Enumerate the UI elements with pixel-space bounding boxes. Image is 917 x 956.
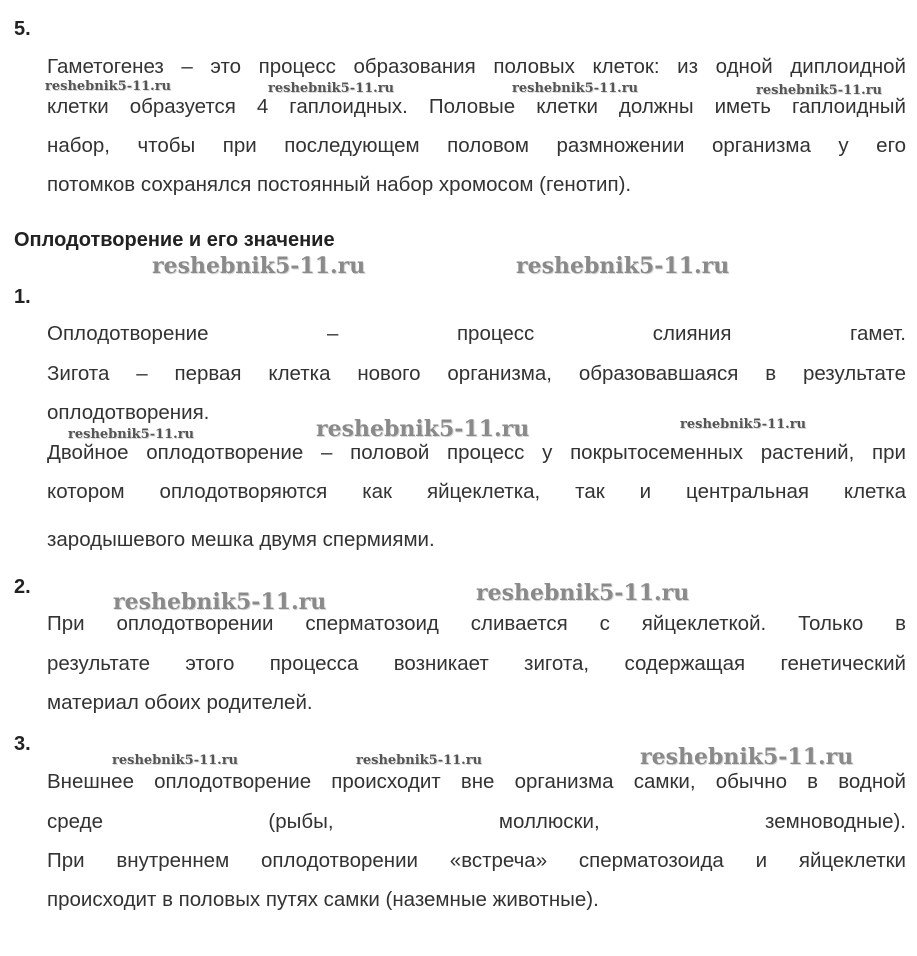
- item-number-2: 2.: [14, 576, 31, 598]
- watermark: reshebnik5-11.ru: [113, 589, 327, 615]
- item-number-3: 3.: [14, 733, 31, 755]
- text-line: клетки образуется 4 гаплоидных. Половые клетки должны иметь гаплоидный: [47, 95, 906, 118]
- watermark: reshebnik5-11.ru: [68, 427, 195, 442]
- section-heading: Оплодотворение и его значение: [14, 229, 335, 251]
- watermark: reshebnik5-11.ru: [512, 81, 639, 96]
- watermark: reshebnik5-11.ru: [756, 83, 883, 98]
- watermark: reshebnik5-11.ru: [112, 753, 239, 768]
- text-line: результате этого процесса возникает зигота, содержащая генетический: [47, 652, 906, 675]
- watermark: reshebnik5-11.ru: [268, 81, 395, 96]
- watermark: reshebnik5-11.ru: [152, 253, 366, 279]
- watermark: reshebnik5-11.ru: [45, 79, 172, 94]
- text-line: Гаметогенез – это процесс образования половых клеток: из одной диплоидной: [47, 55, 906, 78]
- text-line: зародышевого мешка двумя спермиями.: [47, 528, 435, 551]
- text-line: При внутреннем оплодотворении «встреча» сперматозоида и яйцеклетки: [47, 849, 906, 872]
- text-line: потомков сохранялся постоянный набор хромосом (генотип).: [47, 173, 632, 196]
- text-line: Внешнее оплодотворение происходит вне организма самки, обычно в водной: [47, 770, 906, 793]
- watermark: reshebnik5-11.ru: [640, 744, 854, 770]
- text-line: материал обоих родителей.: [47, 691, 313, 714]
- text-line: происходит в половых путях самки (наземные животные).: [47, 888, 599, 911]
- text-line: набор, чтобы при последующем половом размножении организма у его: [47, 134, 906, 157]
- watermark: reshebnik5-11.ru: [516, 253, 730, 279]
- text-line: Зигота – первая клетка нового организма, образовавшаяся в результате: [47, 362, 906, 385]
- text-line: Двойное оплодотворение – половой процесс у покрытосеменных растений, при: [47, 441, 906, 464]
- watermark: reshebnik5-11.ru: [356, 753, 483, 768]
- text-line: котором оплодотворяются как яйцеклетка, так и центральная клетка: [47, 480, 906, 503]
- section-number-5: 5.: [14, 18, 31, 40]
- watermark: reshebnik5-11.ru: [680, 417, 807, 432]
- text-line: При оплодотворении сперматозоид сливается с яйцеклеткой. Только в: [47, 612, 906, 635]
- text-line: Оплодотворение – процесс слияния гамет.: [47, 322, 906, 345]
- watermark: reshebnik5-11.ru: [316, 416, 530, 442]
- text-line: среде (рыбы, моллюски, земноводные).: [47, 810, 906, 833]
- watermark: reshebnik5-11.ru: [476, 580, 690, 606]
- text-line: оплодотворения.: [47, 401, 210, 424]
- item-number-1: 1.: [14, 286, 31, 308]
